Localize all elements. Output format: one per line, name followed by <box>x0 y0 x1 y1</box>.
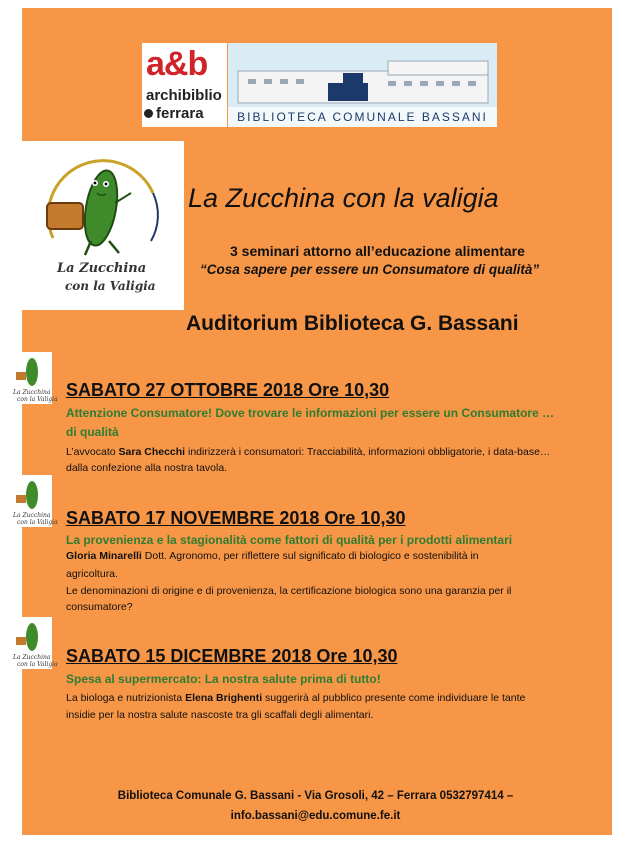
speaker-name: Sara Checchi <box>118 446 186 458</box>
event-topic: Spesa al supermercato: La nostra salute prima di tutto! <box>66 672 381 686</box>
zucchina-logo <box>13 143 184 310</box>
event-topic: di qualità <box>66 425 119 439</box>
event-description: agricoltura. <box>66 568 118 580</box>
venue-title: Auditorium Biblioteca G. Bassani <box>186 312 519 335</box>
footer-address: Biblioteca Comunale G. Bassani - Via Grosoli, 42 – Ferrara 0532797414 – <box>117 790 514 802</box>
svg-text:La Zucchina: La Zucchina <box>13 512 51 519</box>
logo-dot-icon <box>144 109 153 118</box>
event-description <box>66 692 525 704</box>
footer-email[interactable]: info.bassani@edu.comune.fe.it <box>230 810 401 822</box>
event-date: SABATO 15 DICEMBRE 2018 Ore 10,30 <box>66 646 398 666</box>
event-logo <box>10 352 58 404</box>
event-date: SABATO 17 NOVEMBRE 2018 Ore 10,30 <box>66 508 406 528</box>
event-description <box>66 550 479 562</box>
ferrara-text: ferrara <box>156 105 204 122</box>
speaker-name: Gloria Minarelli <box>66 550 142 562</box>
subtitle-seminars: 3 seminari attorno all’educazione alimentare <box>230 243 525 259</box>
ab-mark: a&b <box>146 45 208 83</box>
subtitle-quote: “Cosa sapere per essere un Consumatore di qualità” <box>200 262 540 277</box>
library-logo-caption: BIBLIOTECA COMUNALE BASSANI <box>228 107 497 127</box>
desc-text: Dott. Agronomo, per riflettere sul significato di biologico e sostenibilità in <box>141 550 479 562</box>
svg-text:con la Valigia: con la Valigia <box>17 519 58 526</box>
archibiblio-logo <box>142 43 227 127</box>
zucchina-small-icon <box>10 617 58 669</box>
desc-text: L’avvocato <box>66 446 119 458</box>
event-logo <box>10 617 58 669</box>
desc-text: La biologa e nutrizionista <box>66 692 186 704</box>
zucchina-with-suitcase-icon <box>13 153 184 263</box>
event-logo <box>10 475 58 527</box>
event-description <box>66 446 550 458</box>
event-topic: Attenzione Consumatore! Dove trovare le informazioni per essere un Consumatore … <box>66 406 555 420</box>
event-description: Le denominazioni di origine e di provenienza, la certificazione biologica sono una garanzia per il <box>66 585 512 597</box>
svg-text:La Zucchina: La Zucchina <box>13 389 51 396</box>
event-topic: La provenienza e la stagionalità come fattori di qualità per i prodotti alimentari <box>66 533 513 547</box>
desc-text: indirizzerà i consumatori: Tracciabilità, informazioni obbligatorie, i data-base… <box>185 446 551 458</box>
page-title: La Zucchina con la valigia <box>188 183 499 213</box>
zucchina-logo-line1: La Zucchina <box>57 261 147 276</box>
event-description: dalla confezione alla nostra tavola. <box>66 462 228 474</box>
speaker-name: Elena Brighenti <box>185 692 263 704</box>
event-date: SABATO 27 OTTOBRE 2018 Ore 10,30 <box>66 380 390 400</box>
event-description: insidie per la nostra salute nascoste tra gli scaffali degli alimentari. <box>66 709 374 721</box>
svg-text:La Zucchina: La Zucchina <box>13 654 51 661</box>
archibiblio-text: archibiblio <box>146 87 222 104</box>
svg-text:con la Valigia: con la Valigia <box>17 661 58 668</box>
zucchina-small-icon <box>10 475 58 527</box>
zucchina-logo-line2: con la Valigia <box>65 279 156 293</box>
desc-text: suggerirà al pubblico presente come individuare le tante <box>262 692 526 704</box>
zucchina-small-icon <box>10 352 58 404</box>
event-description: consumatore? <box>66 601 133 613</box>
orange-main-panel <box>184 140 612 311</box>
svg-text:con la Valigia: con la Valigia <box>17 396 58 403</box>
biblioteca-bassani-logo <box>228 43 497 127</box>
library-building-icon <box>228 43 497 107</box>
